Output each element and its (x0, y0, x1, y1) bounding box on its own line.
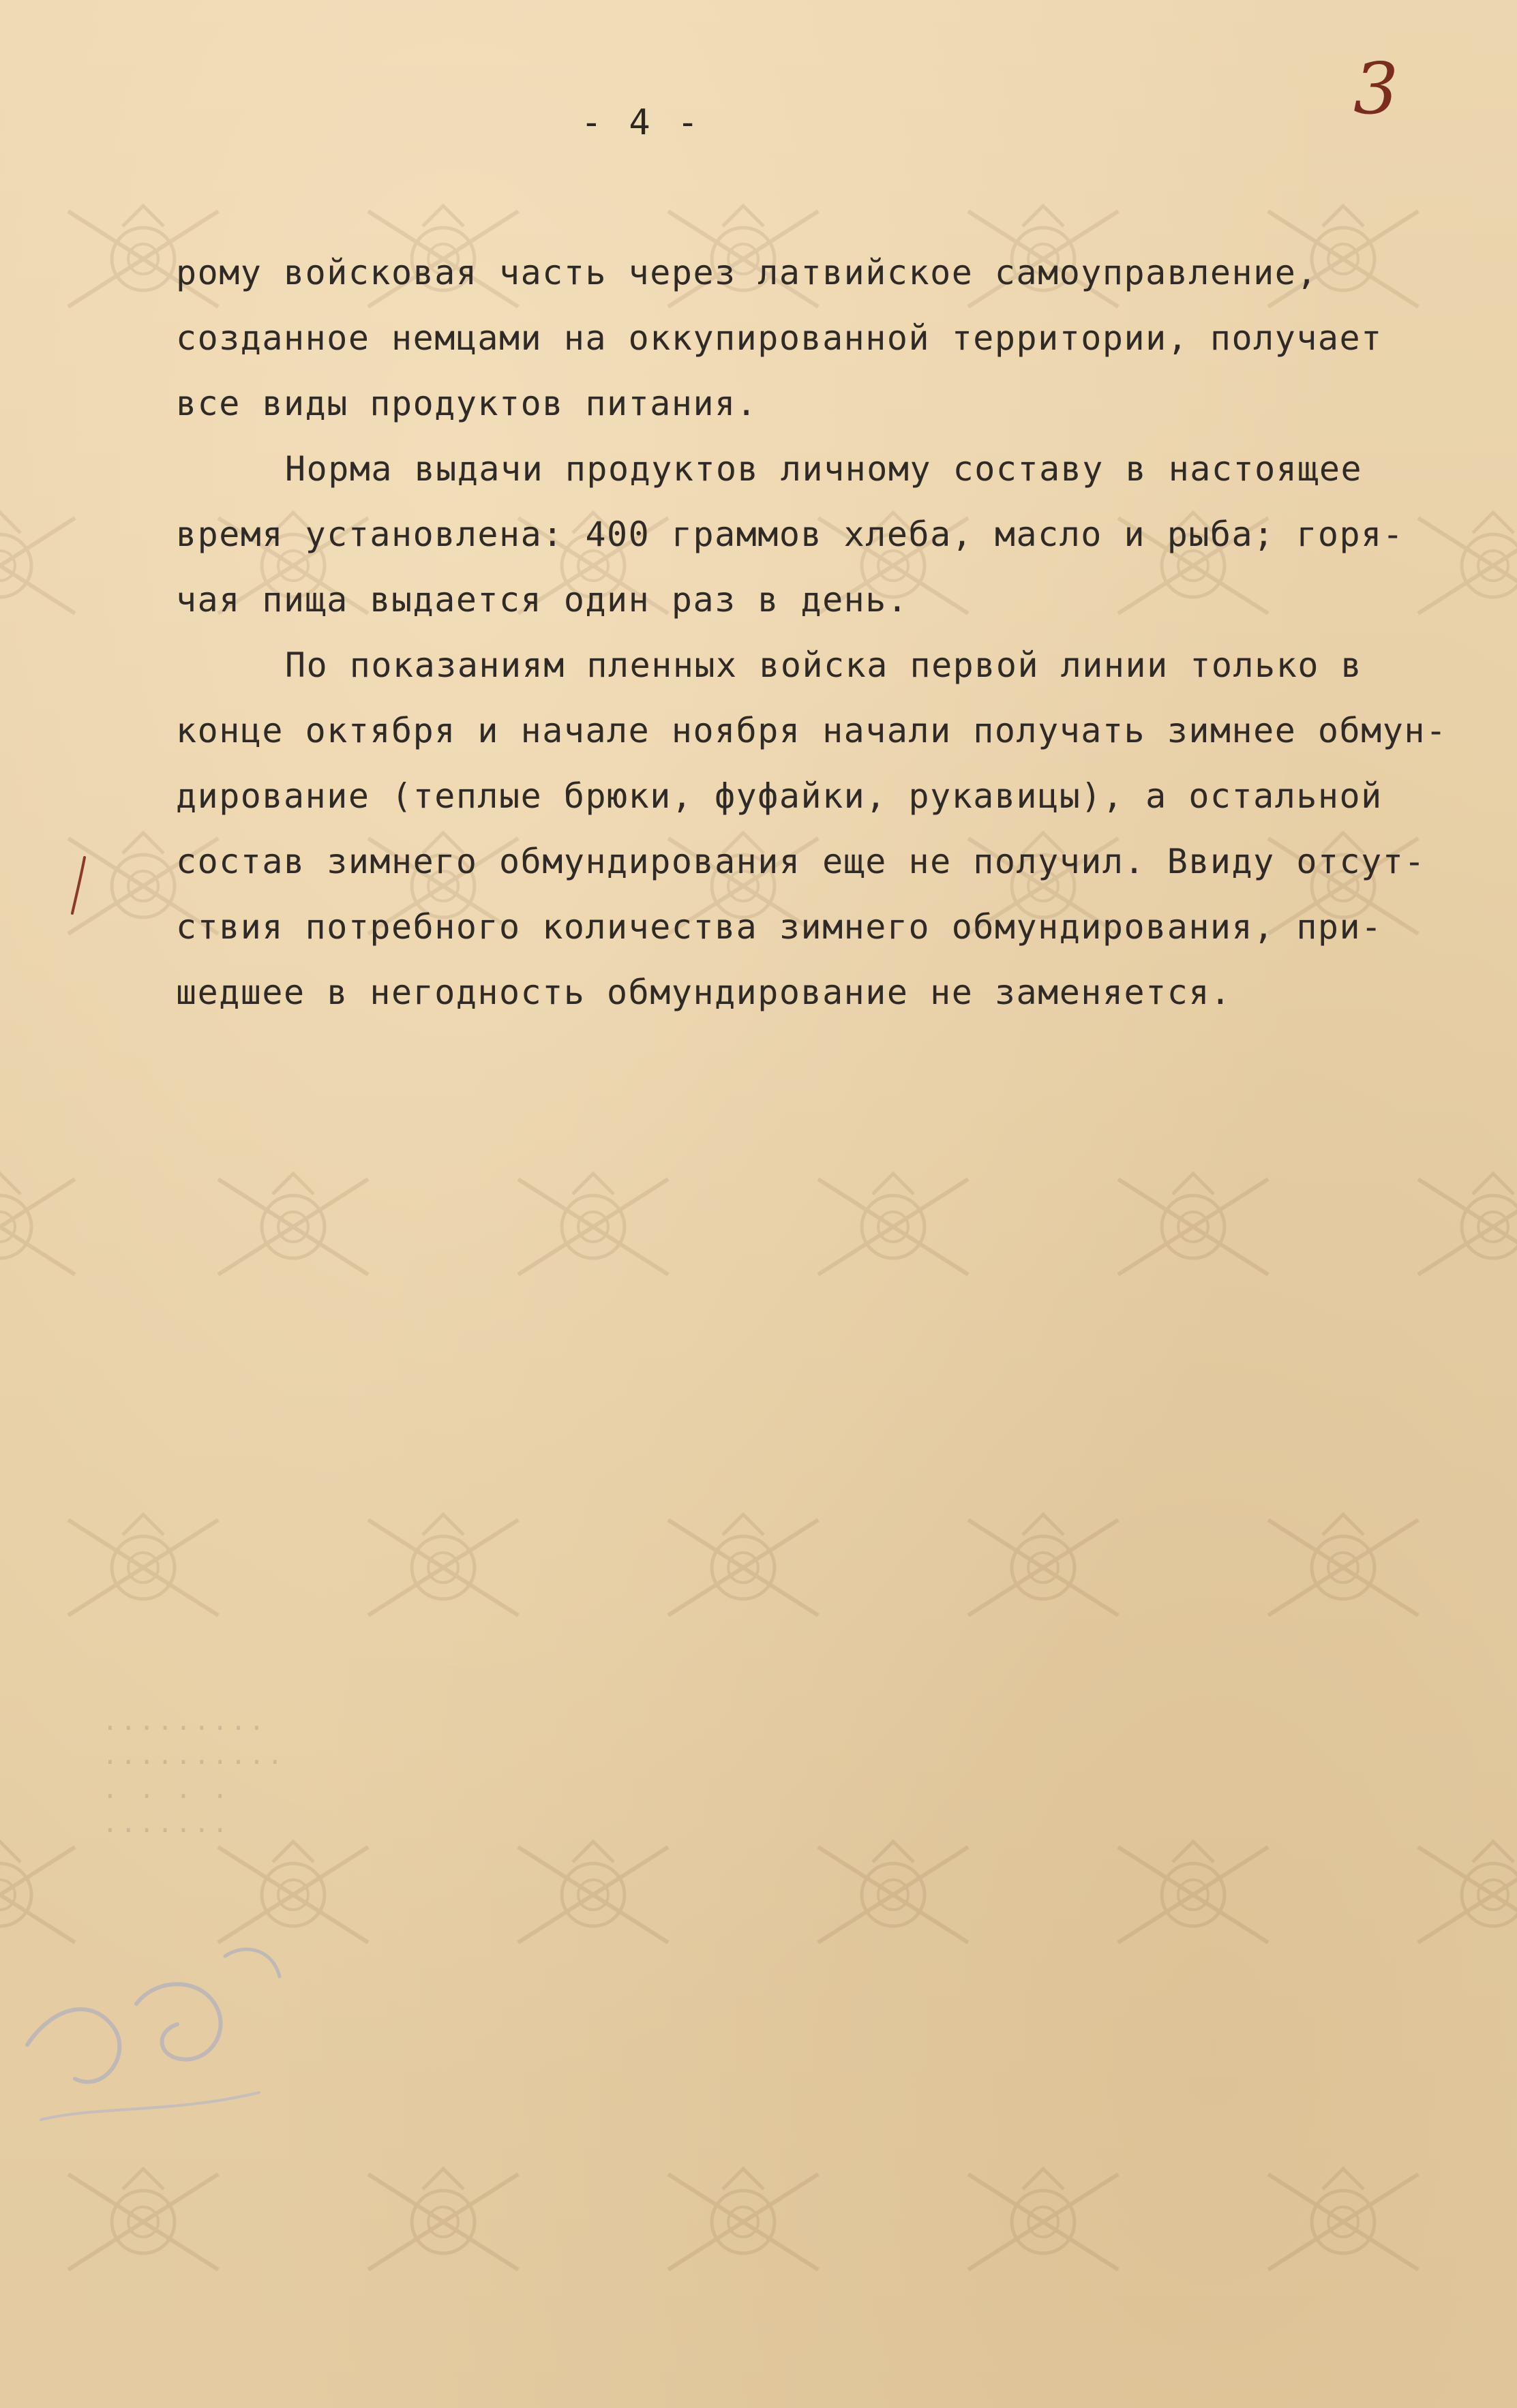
faded-stamp: ......... .......... . . . . ....... (102, 1706, 286, 1838)
page-number: - 4 - (580, 102, 702, 143)
margin-pencil-mark (65, 852, 93, 920)
text-line: шедшее в негодность обмундирование не заменяется. (176, 973, 1232, 1012)
text-line: По показаниям пленных войска первой линии только в (285, 645, 1363, 685)
text-line: созданное немцами на оккупированной территории, получает (176, 318, 1383, 358)
watermark-row-7 (68, 2169, 1418, 2270)
text-line: ствия потребного количества зимнего обмундирования, при- (176, 907, 1383, 947)
text-line: состав зимнего обмундирования еще не получил. Ввиду отсут- (176, 842, 1426, 881)
watermark-row-5 (68, 1514, 1418, 1615)
text-line: Норма выдачи продуктов личному составу в настоящее (285, 449, 1363, 489)
text-line: время установлена: 400 граммов хлеба, масло и рыба; горя- (176, 515, 1405, 554)
text-line: чая пища выдается один раз в день. (176, 580, 909, 620)
text-line: рому войсковая часть через латвийское самоуправление, (176, 253, 1318, 292)
folio-number-handwritten (1353, 47, 1428, 142)
pencil-scribble-marks (0, 1895, 320, 2181)
text-line: дирование (теплые брюки, фуфайки, рукавицы), а остальной (176, 776, 1383, 816)
text-line: все виды продуктов питания. (176, 384, 758, 423)
watermark-row-4 (0, 1174, 1517, 1275)
text-line: конце октября и начале ноября начали получать зимнее обмун- (176, 711, 1447, 750)
document-body (176, 240, 1485, 1025)
folio-number-text: 3 (1353, 47, 1399, 130)
